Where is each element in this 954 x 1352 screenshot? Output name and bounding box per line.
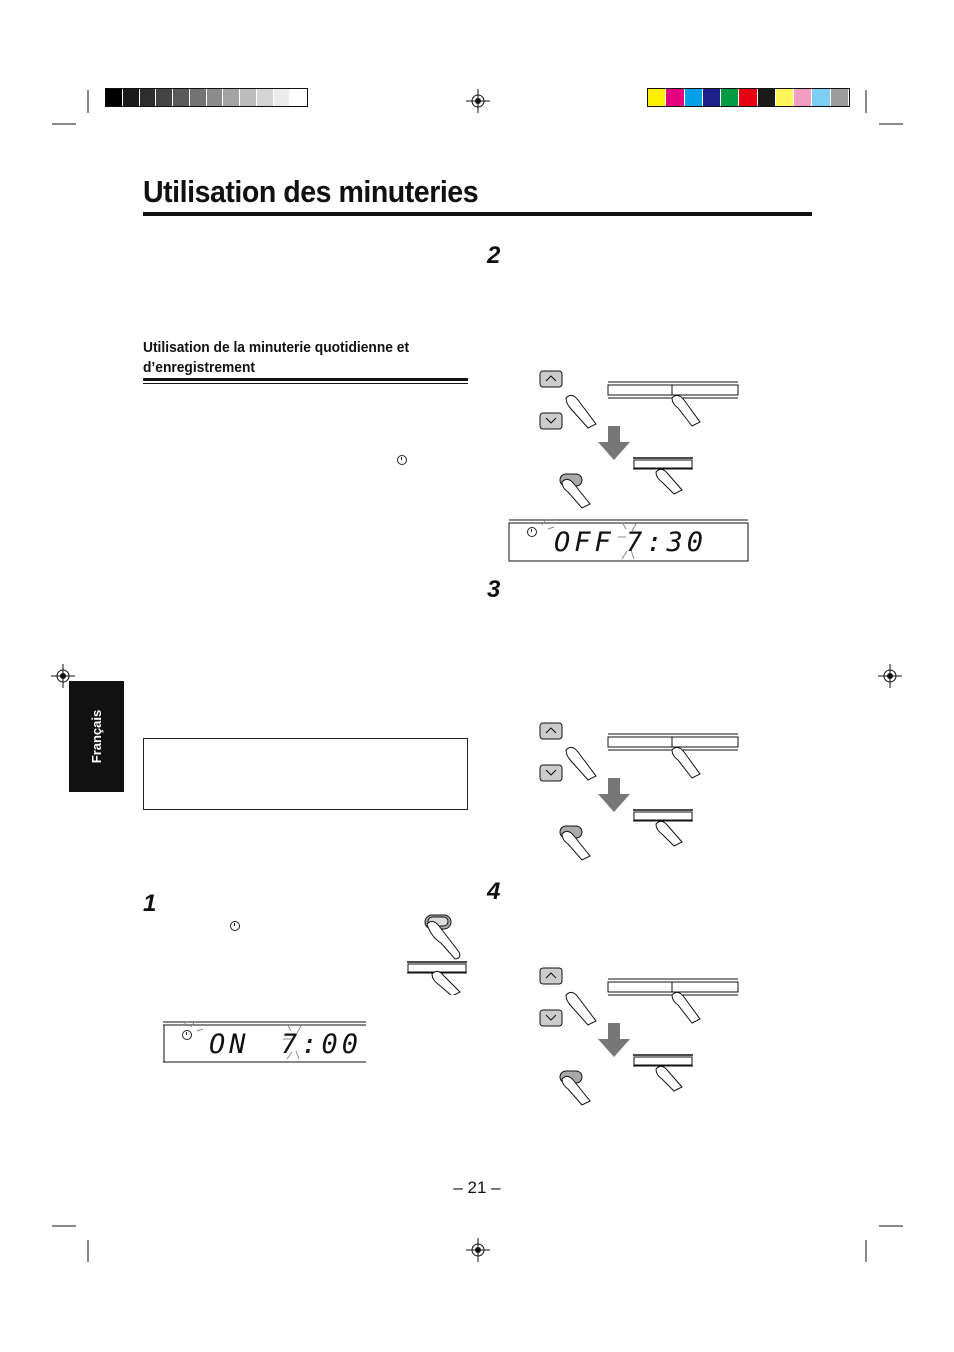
up-down-buttons-illustration [538, 965, 748, 1113]
step-number-1: 1 [143, 890, 157, 917]
up-down-buttons-illustration [538, 720, 748, 868]
note-box [143, 738, 468, 810]
color-swatch [685, 89, 703, 106]
grayscale-swatch [290, 89, 307, 106]
clock-icon [397, 455, 407, 465]
page-title: Utilisation des minuteries [143, 174, 479, 209]
timer-button-illustration [405, 910, 470, 995]
step-number-4: 4 [487, 878, 501, 905]
grayscale-swatch [223, 89, 240, 106]
grayscale-swatch [140, 89, 157, 106]
grayscale-swatch [173, 89, 190, 106]
registration-target-right-icon [878, 664, 902, 688]
step-number-2: 2 [487, 242, 501, 269]
color-swatch [721, 89, 739, 106]
color-swatch [739, 89, 757, 106]
lcd-display-off [508, 519, 749, 562]
up-down-buttons-illustration [538, 368, 748, 516]
lcd-mode-text: ON [209, 1029, 250, 1060]
grayscale-calibration-bar [105, 88, 308, 107]
lcd-mode-text: OFF [554, 527, 615, 558]
color-swatch [703, 89, 721, 106]
page-number: – 21 – [453, 1178, 501, 1197]
grayscale-swatch [123, 89, 140, 106]
color-swatch [648, 89, 666, 106]
color-swatch [776, 89, 794, 106]
lcd-display-on [163, 1021, 366, 1063]
language-tab-label: Français [88, 709, 104, 764]
color-swatch [794, 89, 812, 106]
title-rule [143, 212, 812, 216]
color-swatch [666, 89, 684, 106]
section-subtitle: Utilisation de la minuterie quotidienne et d’enregistrement [143, 339, 410, 376]
grayscale-swatch [106, 89, 123, 106]
grayscale-swatch [240, 89, 257, 106]
lcd-time-text: 7:30 [626, 527, 708, 558]
registration-target-bottom-icon [466, 1238, 490, 1262]
grayscale-swatch [257, 89, 274, 106]
color-swatch [812, 89, 830, 106]
registration-target-top-icon [466, 89, 490, 113]
color-swatch [831, 89, 849, 106]
grayscale-swatch [274, 89, 291, 106]
step-number-3: 3 [487, 576, 501, 603]
clock-icon [527, 527, 537, 537]
grayscale-swatch [207, 89, 224, 106]
clock-icon [182, 1030, 192, 1040]
subtitle-rule [143, 378, 468, 381]
grayscale-swatch [190, 89, 207, 106]
clock-icon [230, 921, 240, 931]
lcd-time-text: 7:00 [281, 1029, 363, 1060]
grayscale-swatch [156, 89, 173, 106]
color-swatch [758, 89, 776, 106]
color-calibration-bar [647, 88, 850, 107]
subtitle-rule-thin [143, 383, 468, 384]
